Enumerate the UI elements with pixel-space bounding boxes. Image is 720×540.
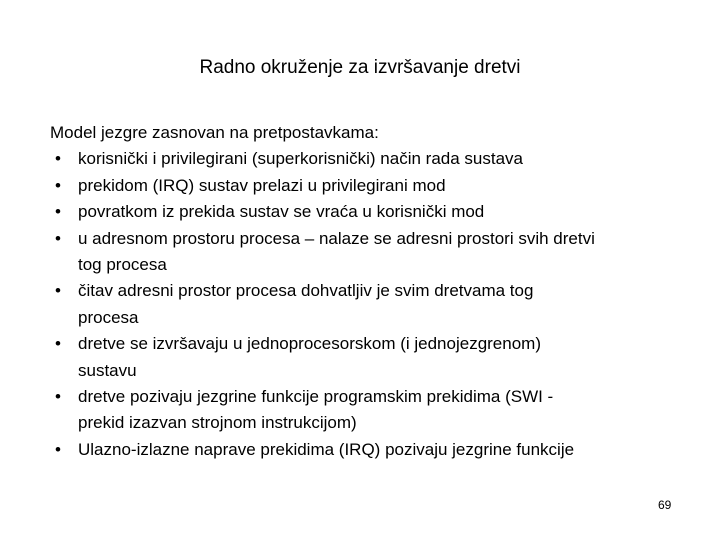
bullet-item bbox=[50, 384, 690, 437]
bullet-text: dretve se izvršavaju u jednoprocesorskom (i jednojezgrenom) bbox=[78, 334, 541, 354]
bullet-item bbox=[50, 437, 690, 463]
bullet-item bbox=[50, 278, 690, 331]
bullet-icon: • bbox=[55, 202, 61, 222]
slide-title: Radno okruženje za izvršavanje dretvi bbox=[199, 57, 521, 78]
bullet-text-continuation: tog procesa bbox=[78, 255, 167, 275]
bullet-icon: • bbox=[55, 281, 61, 301]
bullet-text: u adresnom prostoru procesa – nalaze se adresni prostori svih dretvi bbox=[78, 228, 595, 248]
bullet-text-continuation: procesa bbox=[78, 307, 139, 327]
bullet-text: povratkom iz prekida sustav se vraća u korisnički mod bbox=[78, 202, 485, 222]
bullet-icon: • bbox=[55, 439, 61, 459]
bullet-icon: • bbox=[55, 149, 61, 169]
bullet-text: Ulazno-izlazne naprave prekidima (IRQ) pozivaju jezgrine funkcije bbox=[78, 439, 575, 459]
intro-text: Model jezgre zasnovan na pretpostavkama: bbox=[50, 123, 379, 142]
bullet-text: korisnički i privilegirani (superkorisnički) način rada sustava bbox=[78, 149, 523, 169]
bullet-list bbox=[50, 146, 690, 463]
bullet-text: dretve pozivaju jezgrine funkcije programskim prekidima (SWI - bbox=[78, 387, 554, 407]
bullet-icon: • bbox=[55, 175, 61, 195]
bullet-text: čitav adresni prostor procesa dohvatljiv je svim dretvama tog bbox=[78, 281, 534, 301]
bullet-item bbox=[50, 331, 690, 384]
bullet-icon: • bbox=[55, 334, 61, 354]
bullet-text-continuation: sustavu bbox=[78, 360, 137, 380]
bullet-text-continuation: prekid izazvan strojnom instrukcijom) bbox=[78, 413, 357, 433]
bullet-icon: • bbox=[55, 228, 61, 248]
bullet-icon: • bbox=[55, 387, 61, 407]
bullet-item bbox=[50, 146, 690, 172]
bullet-item bbox=[50, 226, 690, 279]
slide-body bbox=[50, 120, 690, 463]
bullet-item bbox=[50, 199, 690, 225]
page-number: 69 bbox=[658, 498, 672, 512]
bullet-item bbox=[50, 173, 690, 199]
bullet-text: prekidom (IRQ) sustav prelazi u privilegirani mod bbox=[78, 175, 446, 195]
